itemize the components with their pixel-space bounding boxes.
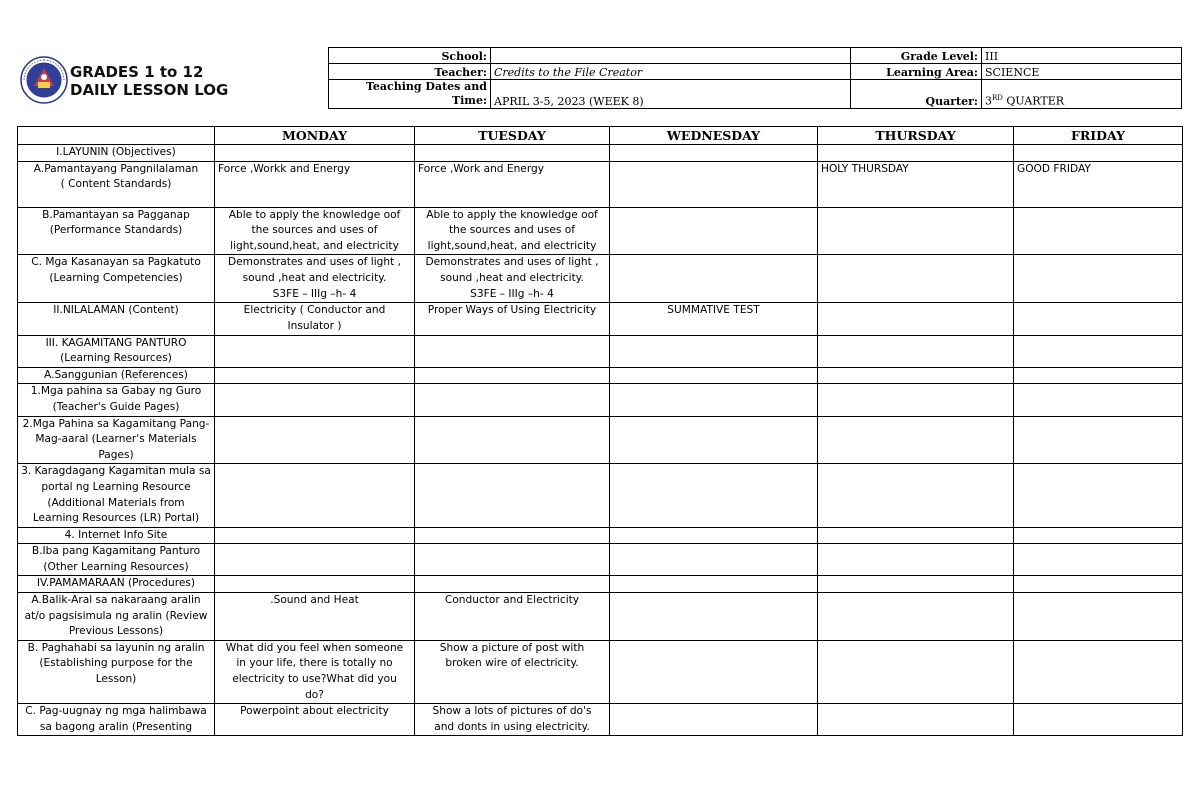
cell-tuesday bbox=[415, 527, 610, 544]
table-row bbox=[18, 303, 1183, 335]
cell-tuesday bbox=[415, 367, 610, 384]
header-info-table bbox=[328, 47, 1182, 109]
cell-friday bbox=[1014, 593, 1183, 641]
cell-monday bbox=[215, 576, 415, 593]
cell-thursday bbox=[818, 576, 1014, 593]
title-line-1: GRADES 1 to 12 bbox=[70, 63, 204, 81]
cell-wednesday bbox=[610, 527, 818, 544]
cell-thursday bbox=[818, 593, 1014, 641]
cell-tuesday: Show a lots of pictures of do's and donts in using electricity. bbox=[415, 704, 610, 736]
cell-thursday bbox=[818, 544, 1014, 576]
cell-tuesday bbox=[415, 384, 610, 416]
cell-friday bbox=[1014, 544, 1183, 576]
cell-wednesday bbox=[610, 593, 818, 641]
row-label: A.Balik-Aral sa nakaraang aralin at/o pagsisimula ng aralin (Review Previous Lessons) bbox=[18, 593, 215, 641]
cell-monday bbox=[215, 335, 415, 367]
row-label: A.Sanggunian (References) bbox=[18, 367, 215, 384]
cell-monday bbox=[215, 384, 415, 416]
lesson-log-table bbox=[17, 126, 1183, 736]
cell-friday bbox=[1014, 255, 1183, 303]
teaching-dates-label bbox=[329, 80, 491, 109]
cell-monday: Powerpoint about electricity bbox=[215, 704, 415, 736]
table-row bbox=[18, 576, 1183, 593]
day-header-wednesday: WEDNESDAY bbox=[610, 127, 818, 145]
table-row bbox=[18, 255, 1183, 303]
row-label: IV.PAMAMARAAN (Procedures) bbox=[18, 576, 215, 593]
row-label: III. KAGAMITANG PANTURO (Learning Resources) bbox=[18, 335, 215, 367]
cell-thursday bbox=[818, 335, 1014, 367]
cell-wednesday bbox=[610, 576, 818, 593]
cell-wednesday bbox=[610, 367, 818, 384]
table-row bbox=[18, 464, 1183, 527]
quarter-value bbox=[982, 80, 1182, 109]
teaching-dates-label-line2: Time: bbox=[451, 94, 487, 107]
school-value bbox=[491, 48, 851, 64]
deped-seal-icon bbox=[20, 56, 68, 104]
table-row bbox=[18, 161, 1183, 207]
cell-thursday bbox=[818, 145, 1014, 162]
learning-area-label: Learning Area: bbox=[851, 64, 982, 80]
row-label: B. Paghahabi sa layunin ng aralin (Establishing purpose for the Lesson) bbox=[18, 640, 215, 703]
cell-tuesday bbox=[415, 544, 610, 576]
cell-wednesday bbox=[610, 544, 818, 576]
cell-monday bbox=[215, 464, 415, 527]
cell-tuesday bbox=[415, 464, 610, 527]
cell-thursday bbox=[818, 367, 1014, 384]
day-header-thursday: THURSDAY bbox=[818, 127, 1014, 145]
table-row bbox=[18, 335, 1183, 367]
cell-thursday bbox=[818, 416, 1014, 464]
table-row bbox=[18, 145, 1183, 162]
cell-friday bbox=[1014, 207, 1183, 255]
cell-thursday bbox=[818, 640, 1014, 703]
table-row bbox=[18, 640, 1183, 703]
cell-monday bbox=[215, 527, 415, 544]
teacher-value: Credits to the File Creator bbox=[491, 64, 851, 80]
day-header-tuesday: TUESDAY bbox=[415, 127, 610, 145]
quarter-number: 3 bbox=[985, 95, 992, 108]
cell-tuesday: Show a picture of post with broken wire of electricity. bbox=[415, 640, 610, 703]
cell-friday bbox=[1014, 145, 1183, 162]
corner-cell bbox=[18, 127, 215, 145]
row-label: B.Iba pang Kagamitang Panturo (Other Learning Resources) bbox=[18, 544, 215, 576]
cell-friday bbox=[1014, 367, 1183, 384]
cell-monday: What did you feel when someone in your life, there is totally no electricity to use?What did you do? bbox=[215, 640, 415, 703]
quarter-text: QUARTER bbox=[1006, 95, 1065, 108]
cell-tuesday bbox=[415, 416, 610, 464]
cell-wednesday bbox=[610, 145, 818, 162]
cell-monday: Able to apply the knowledge oof the sources and uses of light,sound,heat, and electricity bbox=[215, 207, 415, 255]
cell-monday: Electricity ( Conductor and Insulator ) bbox=[215, 303, 415, 335]
row-label: B.Pamantayan sa Pagganap (Performance Standards) bbox=[18, 207, 215, 255]
cell-monday bbox=[215, 416, 415, 464]
cell-wednesday bbox=[610, 416, 818, 464]
cell-monday: .Sound and Heat bbox=[215, 593, 415, 641]
cell-wednesday bbox=[610, 640, 818, 703]
cell-friday bbox=[1014, 576, 1183, 593]
cell-wednesday bbox=[610, 255, 818, 303]
cell-friday bbox=[1014, 527, 1183, 544]
teaching-dates-label-line1: Teaching Dates and bbox=[365, 80, 487, 93]
table-row bbox=[18, 416, 1183, 464]
cell-thursday bbox=[818, 255, 1014, 303]
cell-friday: GOOD FRIDAY bbox=[1014, 161, 1183, 207]
document-title bbox=[70, 63, 228, 99]
table-row bbox=[18, 207, 1183, 255]
cell-thursday bbox=[818, 464, 1014, 527]
cell-wednesday: SUMMATIVE TEST bbox=[610, 303, 818, 335]
teaching-dates-value: APRIL 3-5, 2023 (WEEK 8) bbox=[491, 80, 851, 109]
row-label: 4. Internet Info Site bbox=[18, 527, 215, 544]
cell-thursday: HOLY THURSDAY bbox=[818, 161, 1014, 207]
cell-monday bbox=[215, 145, 415, 162]
grade-level-label: Grade Level: bbox=[851, 48, 982, 64]
row-label: 2.Mga Pahina sa Kagamitang Pang- Mag-aaral (Learner's Materials Pages) bbox=[18, 416, 215, 464]
row-label: C. Pag-uugnay ng mga halimbawa sa bagong aralin (Presenting bbox=[18, 704, 215, 736]
table-row bbox=[18, 593, 1183, 641]
cell-tuesday: Demonstrates and uses of light , sound ,heat and electricity. S3FE – IIIg –h- 4 bbox=[415, 255, 610, 303]
cell-wednesday bbox=[610, 161, 818, 207]
row-label: A.Pamantayang Pangnilalaman ( Content Standards) bbox=[18, 161, 215, 207]
day-header-row bbox=[18, 127, 1183, 145]
cell-wednesday bbox=[610, 704, 818, 736]
cell-wednesday bbox=[610, 384, 818, 416]
table-row bbox=[18, 527, 1183, 544]
cell-friday bbox=[1014, 640, 1183, 703]
cell-wednesday bbox=[610, 207, 818, 255]
quarter-label: Quarter: bbox=[851, 80, 982, 109]
cell-friday bbox=[1014, 384, 1183, 416]
cell-thursday bbox=[818, 704, 1014, 736]
cell-friday bbox=[1014, 303, 1183, 335]
cell-tuesday: Conductor and Electricity bbox=[415, 593, 610, 641]
quarter-ordinal: RD bbox=[992, 94, 1003, 103]
row-label: II.NILALAMAN (Content) bbox=[18, 303, 215, 335]
cell-monday bbox=[215, 544, 415, 576]
row-label: 1.Mga pahina sa Gabay ng Guro (Teacher's Guide Pages) bbox=[18, 384, 215, 416]
cell-thursday bbox=[818, 384, 1014, 416]
teacher-label: Teacher: bbox=[329, 64, 491, 80]
cell-tuesday bbox=[415, 576, 610, 593]
day-header-friday: FRIDAY bbox=[1014, 127, 1183, 145]
row-label: C. Mga Kasanayan sa Pagkatuto (Learning Competencies) bbox=[18, 255, 215, 303]
grade-level-value: III bbox=[982, 48, 1182, 64]
table-row bbox=[18, 384, 1183, 416]
cell-tuesday bbox=[415, 335, 610, 367]
cell-tuesday bbox=[415, 145, 610, 162]
cell-monday: Demonstrates and uses of light , sound ,heat and electricity. S3FE – IIIg –h- 4 bbox=[215, 255, 415, 303]
cell-tuesday: Able to apply the knowledge oof the sources and uses of light,sound,heat, and electricity bbox=[415, 207, 610, 255]
cell-thursday bbox=[818, 207, 1014, 255]
cell-tuesday: Proper Ways of Using Electricity bbox=[415, 303, 610, 335]
title-line-2: DAILY LESSON LOG bbox=[70, 81, 229, 99]
cell-wednesday bbox=[610, 464, 818, 527]
cell-monday: Force ,Workk and Energy bbox=[215, 161, 415, 207]
day-header-monday: MONDAY bbox=[215, 127, 415, 145]
table-row bbox=[18, 544, 1183, 576]
cell-tuesday: Force ,Work and Energy bbox=[415, 161, 610, 207]
learning-area-value: SCIENCE bbox=[982, 64, 1182, 80]
cell-monday bbox=[215, 367, 415, 384]
cell-friday bbox=[1014, 335, 1183, 367]
cell-thursday bbox=[818, 303, 1014, 335]
cell-friday bbox=[1014, 416, 1183, 464]
cell-friday bbox=[1014, 464, 1183, 527]
row-label: I.LAYUNIN (Objectives) bbox=[18, 145, 215, 162]
row-label: 3. Karagdagang Kagamitan mula sa portal ng Learning Resource (Additional Materials from Learning Resources (LR) Portal) bbox=[18, 464, 215, 527]
table-row bbox=[18, 367, 1183, 384]
cell-friday bbox=[1014, 704, 1183, 736]
cell-thursday bbox=[818, 527, 1014, 544]
cell-wednesday bbox=[610, 335, 818, 367]
school-label: School: bbox=[329, 48, 491, 64]
table-row bbox=[18, 704, 1183, 736]
